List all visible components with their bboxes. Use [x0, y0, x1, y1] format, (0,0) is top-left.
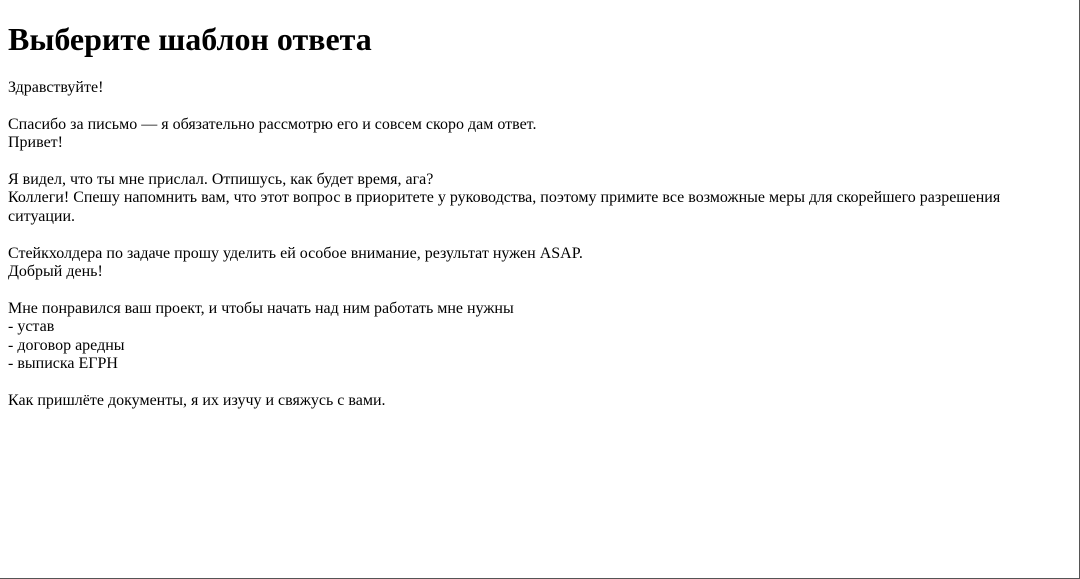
page-content — [8, 0, 1028, 410]
template-item-documents-request[interactable]: Добрый день! Мне понравился ваш проект, и чтобы начать над ним работать мне нужны - устав - договор аредны - выписка ЕГРН Как пришлёте документы, я их изучу и свяжусь с вами. — [8, 263, 514, 409]
template-item-colleagues-reminder[interactable]: Коллеги! Спешу напомнить вам, что этот вопрос в приоритете у руководства, поэтому примите все возможные меры для скорейшего разрешения ситуации. Стейкхолдера по задаче прошу уделить ей особое внимание, результат нужен ASAP. — [8, 189, 1001, 262]
template-list — [8, 79, 1028, 410]
template-item-greeting-casual[interactable]: Привет! Я видел, что ты мне прислал. Отпишусь, как будет время, ага? — [8, 134, 434, 189]
template-item-greeting-formal[interactable]: Здравствуйте! Спасибо за письмо — я обязательно рассмотрю его и совсем скоро дам ответ. — [8, 79, 537, 133]
page-title: Выберите шаблон ответа — [8, 21, 372, 57]
